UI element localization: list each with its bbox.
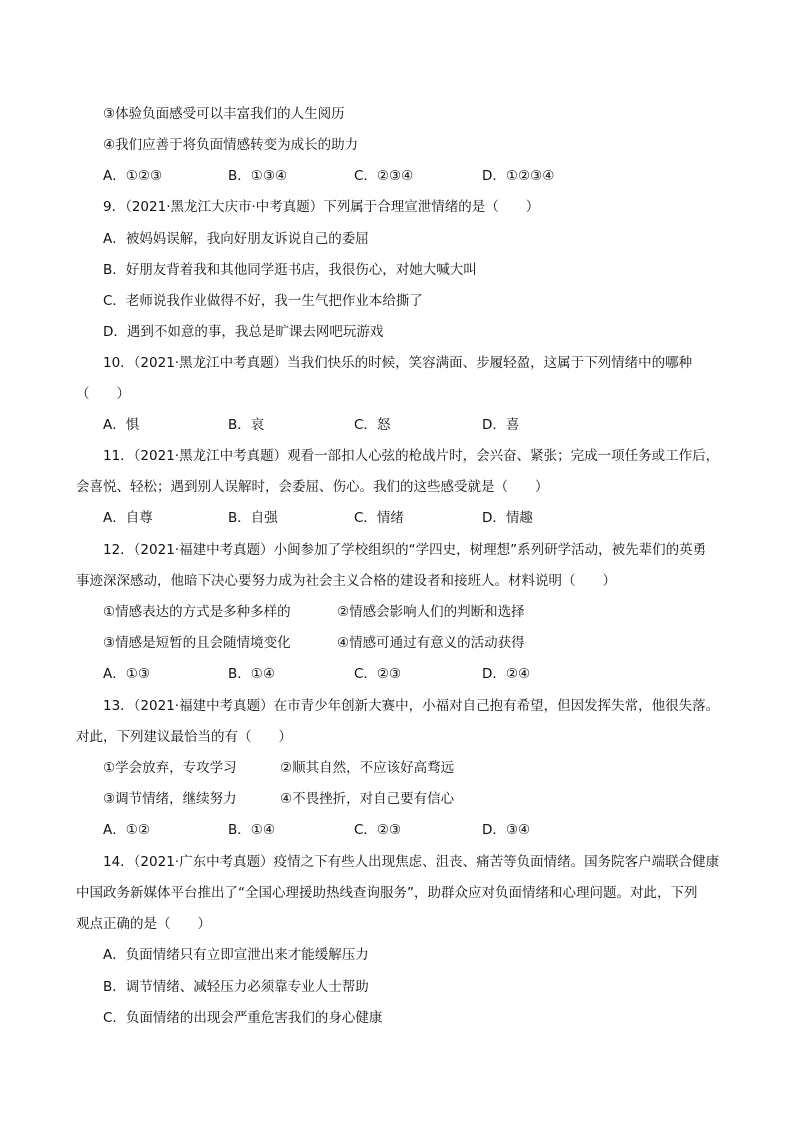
q8-statement-4: ④我们应善于将负面情感转变为成长的助力 — [103, 137, 359, 153]
q14-option-a: A．负面情绪只有立即宣泄出来才能缓解压力 — [103, 947, 369, 963]
q9-option-d: D．遇到不如意的事，我总是旷课去网吧玩游戏 — [103, 324, 384, 340]
q13-option-c: C．②③ — [354, 822, 402, 838]
q9-option-c: C．老师说我作业做得不好，我一生气把作业本给撕了 — [103, 293, 423, 309]
q8-option-a: A．①②③ — [103, 168, 163, 184]
q12-statement-1: ①情感表达的方式是多种多样的 — [103, 604, 291, 620]
q9-option-b: B．好朋友背着我和其他同学逛书店，我很伤心，对她大喊大叫 — [103, 262, 477, 278]
q8-option-c: C．②③④ — [354, 168, 414, 184]
q14-option-b: B．调节情绪、减轻压力必须靠专业人士帮助 — [103, 979, 369, 995]
q14-option-c: C．负面情绪的出现会严重危害我们的身心健康 — [103, 1010, 383, 1026]
q10-option-b: B．哀 — [228, 417, 265, 433]
q10-option-d: D．喜 — [482, 417, 520, 433]
q14-stem-line-3: 观点正确的是（ ） — [76, 916, 211, 932]
q8-statement-3: ③体验负面感受可以丰富我们的人生阅历 — [103, 106, 345, 122]
q12-option-d: D．②④ — [482, 666, 531, 682]
q9-option-a: A．被妈妈误解，我向好朋友诉说自己的委屈 — [103, 231, 369, 247]
q12-statement-3: ③情感是短暂的且会随情境变化 — [103, 635, 291, 651]
q8-option-b: B．①③④ — [228, 168, 288, 184]
q13-statement-2: ②顺其自然，不应该好高骛远 — [280, 760, 455, 776]
q13-option-d: D．③④ — [482, 822, 531, 838]
q9-stem: 9．（2021·黑龙江大庆市·中考真题）下列属于合理宣泄情绪的是（ ） — [103, 199, 540, 215]
q11-option-b: B．自强 — [228, 510, 278, 526]
q13-option-b: B．①④ — [228, 822, 275, 838]
q11-stem-line-2: 会喜悦、轻松；遇到别人误解时，会委屈、伤心。我们的这些感受就是（ ） — [76, 479, 549, 495]
q13-stem-line-2: 对此，下列建议最恰当的有（ ） — [76, 729, 292, 745]
q13-statement-1: ①学会放弃，专攻学习 — [103, 760, 237, 776]
q10-stem-line-2: （ ） — [76, 386, 130, 402]
q12-option-c: C．②③ — [354, 666, 402, 682]
q14-stem-line-1: 14．（2021·广东中考真题）疫情之下有些人出现焦虑、沮丧、痛苦等负面情绪。国务院客户端联合健康 — [103, 854, 720, 870]
q13-statement-3: ③调节情绪，继续努力 — [103, 791, 237, 807]
q12-statement-4: ④情感可通过有意义的活动获得 — [337, 635, 525, 651]
q12-stem-line-1: 12．（2021·福建中考真题）小闽参加了学校组织的“学四史，树理想”系列研学活动，被先辈们的英勇 — [103, 542, 707, 558]
q12-stem-line-2: 事迹深深感动，他暗下决心要努力成为社会主义合格的建设者和接班人。材料说明（ ） — [76, 573, 616, 589]
q13-option-a: A．①② — [103, 822, 150, 838]
q10-stem-line-1: 10．（2021·黑龙江中考真题）当我们快乐的时候，笑容满面、步履轻盈，这属于下列情绪中的哪种 — [103, 355, 693, 371]
q8-option-d: D．①②③④ — [482, 168, 555, 184]
q11-option-c: C．情绪 — [354, 510, 404, 526]
q10-option-c: C．怒 — [354, 417, 391, 433]
q12-statement-2: ②情感会影响人们的判断和选择 — [337, 604, 525, 620]
q12-option-a: A．①③ — [103, 666, 150, 682]
q13-stem-line-1: 13．（2021·福建中考真题）在市青少年创新大赛中，小福对自己抱有希望，但因发挥失常，他很失落。 — [103, 698, 720, 714]
q14-stem-line-2: 中国政务新媒体平台推出了“全国心理援助热线查询服务”，助群众应对负面情绪和心理问题。对此，下列 — [76, 885, 698, 901]
q10-option-a: A．惧 — [103, 417, 140, 433]
q12-option-b: B．①④ — [228, 666, 275, 682]
q11-stem-line-1: 11．（2021·黑龙江中考真题）观看一部扣人心弦的枪战片时，会兴奋、紧张；完成一项任务或工作后， — [103, 448, 720, 464]
q13-statement-4: ④不畏挫折，对自己要有信心 — [280, 791, 455, 807]
q11-option-a: A．自尊 — [103, 510, 153, 526]
q11-option-d: D．情趣 — [482, 510, 533, 526]
